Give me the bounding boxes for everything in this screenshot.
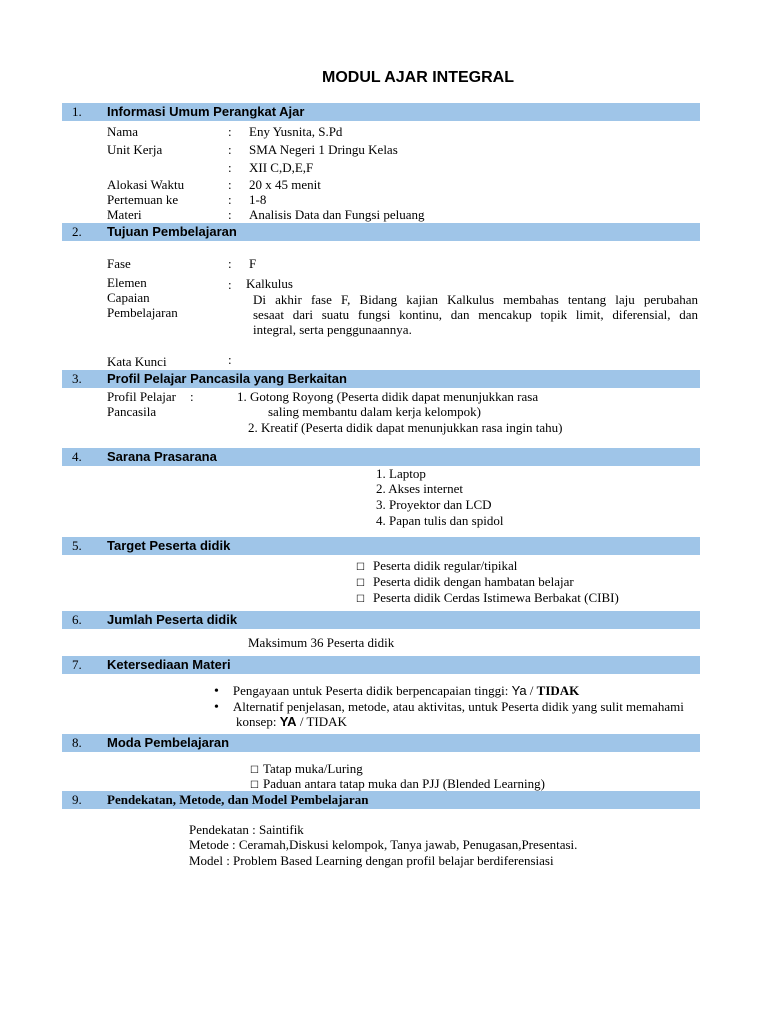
section-bar-7 — [62, 656, 700, 674]
jumlah-value: Maksimum 36 Peserta didik — [248, 635, 395, 650]
materi-value: Analisis Data dan Fungsi peluang — [249, 207, 425, 222]
kelas-value: XII C,D,E,F — [249, 160, 314, 175]
capaian-label: Pembelajaran — [107, 305, 178, 320]
ya-option: Ya — [511, 683, 527, 698]
page-title: MODUL AJAR INTEGRAL — [322, 69, 514, 86]
checkbox-icon: ☐ — [356, 594, 365, 605]
ketersediaan-text: Pengayaan untuk Peserta didik berpencapaian tinggi: — [232, 683, 512, 698]
moda-label: Tatap muka/Luring — [262, 761, 363, 776]
pertemuan-label: Pertemuan ke — [107, 192, 179, 207]
target-item — [356, 558, 517, 575]
capaian-text-line: Di akhir fase F, Bidang kajian Kalkulus membahas tentang laju perubahan — [253, 292, 698, 307]
target-item — [356, 574, 574, 591]
checkbox-icon: ☐ — [250, 780, 259, 791]
capaian-label: Capaian — [107, 290, 150, 305]
section-bar-8 — [62, 734, 700, 752]
moda-label: Paduan antara tatap muka dan PJJ (Blended Learning) — [262, 776, 545, 791]
materi-label: Materi — [107, 207, 142, 222]
section-number: 6. — [72, 612, 82, 627]
section-bar-4 — [62, 448, 700, 466]
section-heading: Sarana Prasarana — [107, 449, 217, 464]
checkbox-icon: ☐ — [356, 578, 365, 589]
colon: : — [228, 142, 232, 157]
metode-line: Metode : Ceramah,Diskusi kelompok, Tanya jawab, Penugasan,Presentasi. — [189, 837, 578, 852]
sarana-item: 4. Papan tulis dan spidol — [376, 513, 504, 528]
section-heading: Moda Pembelajaran — [107, 735, 230, 750]
colon: : — [228, 124, 232, 139]
ketersediaan-item — [214, 699, 684, 715]
section-number: 3. — [72, 371, 82, 386]
section-bar-6 — [62, 611, 700, 629]
tidak-option: / TIDAK — [296, 714, 347, 729]
elemen-label: Elemen — [107, 275, 147, 290]
section-heading: Ketersediaan Materi — [107, 657, 231, 672]
alokasi-value: 20 x 45 menit — [249, 177, 321, 192]
section-bar-9 — [62, 791, 700, 809]
profil-item: 1. Gotong Royong (Peserta didik dapat menunjukkan rasa — [237, 389, 539, 404]
sarana-item: 2. Akses internet — [376, 481, 464, 496]
section-heading: Target Peserta didik — [107, 538, 231, 553]
checkbox-icon: ☐ — [356, 562, 365, 573]
ketersediaan-text: konsep: — [236, 714, 280, 729]
ketersediaan-item — [214, 683, 579, 699]
section-bar-3 — [62, 370, 700, 388]
capaian-text-line: integral, serta penggunaannya. — [253, 322, 412, 337]
section-heading: Profil Pelajar Pancasila yang Berkaitan — [107, 371, 347, 386]
section-number: 4. — [72, 449, 82, 464]
section-number: 7. — [72, 657, 82, 672]
section-number: 8. — [72, 735, 82, 750]
fase-label: Fase — [107, 256, 131, 271]
elemen-value: Kalkulus — [246, 276, 293, 291]
unit-label: Unit Kerja — [107, 142, 163, 157]
fase-value: F — [249, 256, 257, 271]
pendekatan-line: Pendekatan : Saintifik — [189, 822, 304, 837]
colon: : — [228, 160, 232, 175]
section-heading: Pendekatan, Metode, dan Model Pembelajaran — [107, 792, 369, 807]
profil-item: saling membantu dalam kerja kelompok) — [268, 404, 481, 419]
colon: : — [228, 207, 232, 222]
ketersediaan-text: Alternatif penjelasan, metode, atau aktivitas, untuk Peserta didik yang sulit memahami — [232, 699, 684, 714]
section-heading: Jumlah Peserta didik — [107, 612, 238, 627]
profil-label: Pancasila — [107, 404, 157, 419]
profil-label: Profil Pelajar — [107, 389, 176, 404]
target-label: Peserta didik regular/tipikal — [372, 558, 518, 573]
section-bar-1 — [62, 103, 700, 121]
section-number: 9. — [72, 792, 82, 807]
colon: : — [190, 389, 194, 404]
sarana-item: 3. Proyektor dan LCD — [376, 497, 492, 512]
pertemuan-value: 1-8 — [249, 192, 267, 207]
colon: : — [228, 177, 232, 192]
colon: : — [228, 256, 232, 271]
colon: : — [228, 352, 232, 367]
section-number: 2. — [72, 224, 82, 239]
bullet-icon: • — [214, 700, 219, 715]
sarana-item: 1. Laptop — [376, 466, 426, 481]
section-bar-5 — [62, 537, 700, 555]
profil-item: 2. Kreatif (Peserta didik dapat menunjukkan rasa ingin tahu) — [248, 420, 563, 435]
target-label: Peserta didik dengan hambatan belajar — [372, 574, 574, 589]
section-bar-2 — [62, 223, 700, 241]
capaian-text-line: sesaat dari suatu fungsi kontinu, dan mencakup topik limit, diferensial, dan — [253, 307, 698, 322]
ya-option: YA — [279, 714, 297, 729]
section-heading: Tujuan Pembelajaran — [107, 224, 237, 239]
separator: / — [526, 683, 537, 698]
bullet-icon: • — [214, 684, 219, 699]
tidak-option: TIDAK — [536, 683, 580, 698]
nama-value: Eny Yusnita, S.Pd — [249, 124, 343, 139]
unit-value: SMA Negeri 1 Dringu Kelas — [249, 142, 398, 157]
colon: : — [228, 277, 232, 292]
ketersediaan-item-cont — [236, 714, 347, 729]
nama-label: Nama — [107, 124, 139, 139]
section-number: 1. — [72, 104, 82, 119]
colon: : — [228, 192, 232, 207]
alokasi-label: Alokasi Waktu — [107, 177, 185, 192]
section-number: 5. — [72, 538, 82, 553]
model-line: Model : Problem Based Learning dengan profil belajar berdiferensiasi — [189, 853, 554, 868]
kata-kunci-label: Kata Kunci — [107, 354, 167, 369]
target-label: Peserta didik Cerdas Istimewa Berbakat (CIBI) — [372, 590, 619, 605]
checkbox-icon: ☐ — [250, 765, 259, 776]
target-item — [356, 590, 619, 607]
section-heading: Informasi Umum Perangkat Ajar — [107, 104, 305, 119]
